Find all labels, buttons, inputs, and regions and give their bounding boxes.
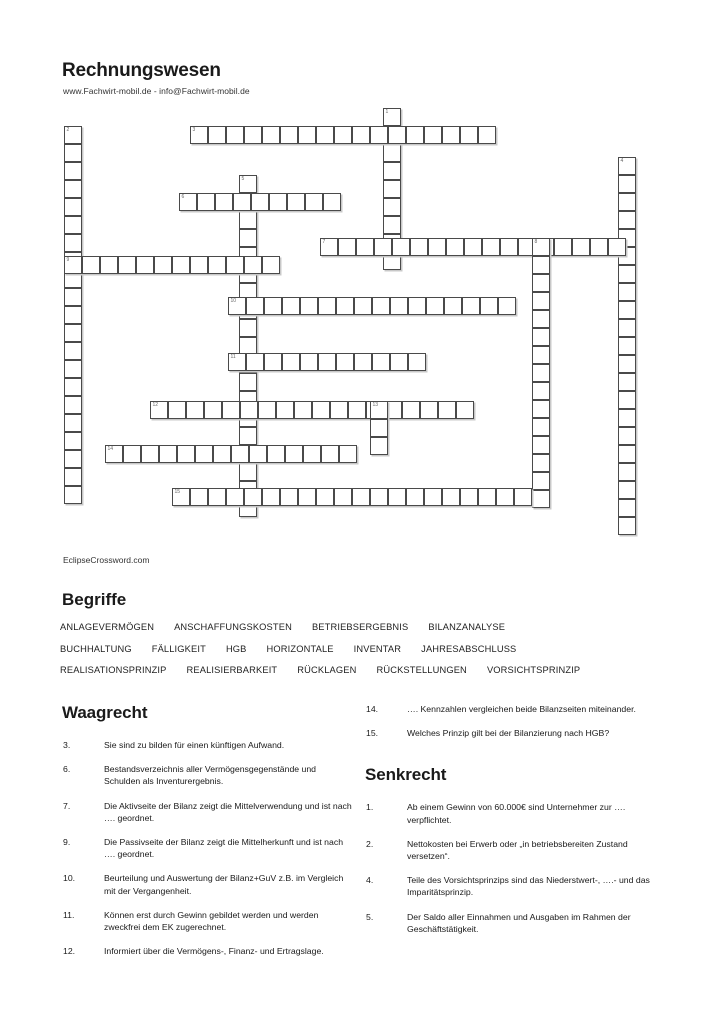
crossword-cell[interactable] (231, 445, 249, 463)
crossword-cell[interactable] (64, 432, 82, 450)
crossword-cell[interactable] (136, 256, 154, 274)
crossword-cell-number: 11 (230, 354, 236, 360)
crossword-cell[interactable] (352, 126, 370, 144)
crossword-cell[interactable] (618, 409, 636, 427)
crossword-cell-number: 15 (174, 489, 181, 495)
crossword-cell[interactable] (532, 292, 550, 310)
begriffe-term: REALISATIONSPRINZIP (60, 665, 167, 675)
crossword-cell[interactable] (618, 319, 636, 337)
crossword-cell[interactable] (208, 256, 226, 274)
crossword-cell[interactable] (64, 378, 82, 396)
begriffe-term: VORSICHTSPRINZIP (486, 665, 581, 675)
down-clue-text: Nettokosten bei Erwerb oder „in betriebsbereiten Zustand versetzen“. (407, 838, 628, 862)
begriffe-term: RÜCKSTELLUNGEN (376, 665, 467, 675)
clues-column-left (62, 703, 352, 969)
crossword-cell[interactable] (239, 229, 257, 247)
begriffe-term: HGB (225, 643, 247, 654)
crossword-cell[interactable] (244, 126, 262, 144)
across-clue-number: 10. (63, 873, 76, 884)
crossword-cell[interactable] (239, 373, 257, 391)
crossword-cell[interactable] (150, 401, 168, 419)
across-clue (62, 800, 352, 824)
crossword-cell[interactable] (334, 488, 352, 506)
crossword-cell[interactable] (532, 418, 550, 436)
crossword-cell[interactable] (222, 401, 240, 419)
crossword-cell[interactable] (267, 445, 285, 463)
crossword-cell[interactable] (460, 488, 478, 506)
crossword-cell-number: 10 (230, 298, 237, 304)
crossword-cell-number: 9 (66, 257, 70, 263)
down-clue-number: 5. (366, 911, 374, 922)
crossword-cell[interactable] (318, 297, 336, 315)
crossword-cell[interactable] (64, 288, 82, 306)
crossword-cell[interactable] (498, 297, 516, 315)
crossword-cell[interactable] (554, 238, 572, 256)
crossword-cell[interactable] (374, 238, 392, 256)
crossword-cell[interactable] (392, 238, 410, 256)
across-clue-text: Können erst durch Gewinn gebildet werden und werden zweckfrei dem EK zugerechnet. (104, 909, 319, 933)
crossword-cell-number: 4 (620, 158, 624, 164)
crossword-cell[interactable] (239, 427, 257, 445)
crossword-cell[interactable] (82, 256, 100, 274)
crossword-cell[interactable] (190, 126, 208, 144)
crossword-cell[interactable] (460, 126, 478, 144)
crossword-cell[interactable] (195, 445, 213, 463)
crossword-cell[interactable] (64, 216, 82, 234)
down-clue-number: 2. (366, 838, 374, 849)
crossword-cell[interactable] (64, 486, 82, 504)
crossword-cell[interactable] (618, 193, 636, 211)
across-clue (62, 836, 352, 860)
crossword-cell[interactable] (300, 297, 318, 315)
across-clue-number: 12. (63, 946, 76, 957)
crossword-cell[interactable] (64, 342, 82, 360)
begriffe-term: ANSCHAFFUNGSKOSTEN (174, 622, 292, 632)
across-clue-number: 9. (63, 837, 71, 848)
crossword-cell[interactable] (408, 353, 426, 371)
begriffe-term: BETRIEBSERGEBNIS (311, 622, 409, 632)
crossword-cell[interactable] (618, 157, 636, 175)
crossword-cell-number: 12 (152, 402, 159, 408)
across-clue-text: Informiert über die Vermögens-, Finanz- und Ertragslage. (104, 946, 324, 957)
crossword-cell[interactable] (262, 126, 280, 144)
crossword-cell[interactable] (478, 126, 496, 144)
crossword-cell[interactable] (383, 162, 401, 180)
crossword-cell-number: 8 (534, 239, 538, 245)
crossword-cell[interactable] (179, 193, 197, 211)
crossword-cell[interactable] (172, 488, 190, 506)
crossword-cell[interactable] (118, 256, 136, 274)
crossword-cell[interactable] (482, 238, 500, 256)
crossword-cell-number: 1 (385, 109, 389, 115)
crossword-cell-number: 13 (372, 402, 379, 408)
page-subtitle: www.Fachwirt-mobil.de - info@Fachwirt-mobil.de (63, 86, 250, 96)
crossword-cell[interactable] (500, 238, 518, 256)
across-clue (365, 703, 655, 715)
crossword-cell[interactable] (316, 126, 334, 144)
crossword-cell-number: 2 (66, 127, 70, 133)
crossword-credit: EclipseCrossword.com (63, 555, 150, 565)
crossword-cell-number: 5 (241, 176, 245, 182)
crossword-cell[interactable] (383, 108, 401, 126)
across-clue-number: 15. (366, 728, 379, 739)
begriffe-term: REALISIERBARKEIT (186, 665, 278, 675)
down-clue-text: Teile des Vorsichtsprinzips sind das Niederstwert-, ….- und das Imparitätsprinzip. (407, 875, 650, 898)
crossword-cell[interactable] (370, 126, 388, 144)
crossword-cell[interactable] (618, 445, 636, 463)
crossword-cell[interactable] (618, 481, 636, 499)
crossword-cell[interactable] (64, 180, 82, 198)
crossword-cell[interactable] (388, 126, 406, 144)
down-clue (365, 911, 655, 935)
crossword-cell[interactable] (354, 353, 372, 371)
crossword-cell[interactable] (348, 401, 366, 419)
crossword-cell[interactable] (233, 193, 251, 211)
across-clue-text: Bestandsverzeichnis aller Vermögensgegenstände und Schulden als Inventurergebnis. (104, 764, 317, 787)
begriffe-term: HORIZONTALE (266, 643, 334, 654)
crossword-cell[interactable] (456, 401, 474, 419)
crossword-cell[interactable] (305, 193, 323, 211)
crossword-cell[interactable] (244, 256, 262, 274)
crossword-cell[interactable] (462, 297, 480, 315)
crossword-cell[interactable] (287, 193, 305, 211)
begriffe-term: FÄLLIGKEIT (151, 643, 206, 654)
across-clue-list (62, 739, 352, 957)
crossword-cell[interactable] (215, 193, 233, 211)
crossword-cell[interactable] (226, 256, 244, 274)
crossword-cell[interactable] (246, 297, 264, 315)
crossword-cell[interactable] (532, 454, 550, 472)
crossword-cell[interactable] (298, 488, 316, 506)
crossword-cell[interactable] (390, 297, 408, 315)
crossword-cell[interactable] (618, 337, 636, 355)
down-clue-text: Ab einem Gewinn von 60.000€ sind Unternehmer zur …. verpflichtet. (407, 802, 626, 825)
down-heading: Senkrecht (365, 765, 447, 785)
crossword-cell[interactable] (282, 353, 300, 371)
crossword-cell[interactable] (269, 193, 287, 211)
begriffe-term: INVENTAR (353, 643, 402, 654)
crossword-cell[interactable] (532, 328, 550, 346)
crossword-cell[interactable] (239, 319, 257, 337)
crossword-cell[interactable] (618, 175, 636, 193)
crossword-cell[interactable] (154, 256, 172, 274)
crossword-cell[interactable] (590, 238, 608, 256)
across-clue-number: 14. (366, 704, 379, 714)
crossword-cell[interactable] (532, 274, 550, 292)
crossword-cell[interactable] (64, 360, 82, 378)
begriffe-row (60, 622, 670, 632)
begriffe-term: RÜCKLAGEN (297, 665, 357, 675)
crossword-cell[interactable] (239, 463, 257, 481)
crossword-cell[interactable] (334, 126, 352, 144)
crossword-cell[interactable] (251, 193, 269, 211)
crossword-cell[interactable] (532, 364, 550, 382)
crossword-cell[interactable] (141, 445, 159, 463)
crossword-cell-number: 14 (107, 446, 114, 452)
crossword-cell[interactable] (64, 162, 82, 180)
crossword-cell[interactable] (282, 297, 300, 315)
crossword-cell[interactable] (190, 256, 208, 274)
down-clue (365, 874, 655, 898)
crossword-cell[interactable] (383, 198, 401, 216)
crossword-cell[interactable] (480, 297, 498, 315)
crossword-cell[interactable] (64, 324, 82, 342)
crossword-cell[interactable] (123, 445, 141, 463)
crossword-cell[interactable] (177, 445, 195, 463)
crossword-cell[interactable] (64, 414, 82, 432)
crossword-cell[interactable] (264, 353, 282, 371)
crossword-cell[interactable] (532, 472, 550, 490)
crossword-cell[interactable] (354, 297, 372, 315)
crossword-cell-number: 3 (192, 127, 196, 133)
crossword-cell[interactable] (280, 488, 298, 506)
across-clue (62, 763, 352, 787)
begriffe-term: JAHRESABSCHLUSS (421, 643, 517, 654)
crossword-cell[interactable] (532, 382, 550, 400)
crossword-cell[interactable] (532, 310, 550, 328)
crossword-cell[interactable] (532, 436, 550, 454)
crossword-cell[interactable] (383, 180, 401, 198)
crossword-cell[interactable] (372, 297, 390, 315)
crossword-cell[interactable] (390, 353, 408, 371)
crossword-cell[interactable] (618, 463, 636, 481)
crossword-cell[interactable] (213, 445, 231, 463)
crossword-cell[interactable] (572, 238, 590, 256)
page-title: Rechnungswesen (62, 60, 221, 81)
crossword-cell[interactable] (420, 401, 438, 419)
crossword-cell[interactable] (372, 353, 390, 371)
crossword-cell[interactable] (300, 353, 318, 371)
across-clue (62, 872, 352, 896)
crossword-cell-number: 7 (322, 239, 326, 245)
crossword-cell[interactable] (208, 488, 226, 506)
crossword-cell[interactable] (370, 488, 388, 506)
crossword-cell[interactable] (246, 353, 264, 371)
crossword-cell[interactable] (464, 238, 482, 256)
crossword-cell[interactable] (312, 401, 330, 419)
crossword-cell[interactable] (239, 211, 257, 229)
crossword-cell[interactable] (618, 517, 636, 535)
begriffe-row (60, 644, 670, 654)
crossword-cell[interactable] (197, 193, 215, 211)
down-clue-number: 1. (366, 802, 374, 813)
crossword-cell[interactable] (318, 353, 336, 371)
crossword-cell[interactable] (100, 256, 118, 274)
crossword-cell[interactable] (424, 488, 442, 506)
crossword-cell[interactable] (64, 396, 82, 414)
crossword-cell[interactable] (424, 126, 442, 144)
across-clue-number: 7. (63, 800, 71, 811)
down-clue (365, 838, 655, 862)
begriffe-term: BILANZANALYSE (428, 622, 506, 632)
across-clue (365, 727, 655, 739)
crossword-cell[interactable] (402, 401, 420, 419)
crossword-cell[interactable] (321, 445, 339, 463)
begriffe-term: ANLAGEVERMÖGEN (60, 622, 155, 632)
down-clue (365, 801, 655, 825)
crossword-cell[interactable] (190, 488, 208, 506)
crossword-cell[interactable] (64, 126, 82, 144)
crossword-cell[interactable] (330, 401, 348, 419)
crossword-cell[interactable] (618, 427, 636, 445)
crossword-cell[interactable] (383, 216, 401, 234)
crossword-cell[interactable] (285, 445, 303, 463)
crossword-cell[interactable] (239, 175, 257, 193)
begriffe-word-list (60, 622, 670, 687)
across-clue-text: …. Kennzahlen vergleichen beide Bilanzseiten miteinander. (407, 704, 636, 714)
across-clue-text: Beurteilung und Auswertung der Bilanz+GuV z.B. im Vergleich mit der Vergangenheit. (104, 873, 344, 896)
crossword-cell[interactable] (370, 437, 388, 455)
begriffe-heading: Begriffe (62, 590, 127, 609)
crossword-cell[interactable] (532, 346, 550, 364)
crossword-cell[interactable] (262, 488, 280, 506)
crossword-cell[interactable] (64, 234, 82, 252)
crossword-cell[interactable] (262, 256, 280, 274)
crossword-cell[interactable] (356, 238, 374, 256)
crossword-cell[interactable] (258, 401, 276, 419)
crossword-cell[interactable] (316, 488, 334, 506)
crossword-cell[interactable] (186, 401, 204, 419)
crossword-cell[interactable] (426, 297, 444, 315)
crossword-cell[interactable] (406, 126, 424, 144)
crossword-cell[interactable] (478, 488, 496, 506)
crossword-cell[interactable] (438, 401, 456, 419)
crossword-cell[interactable] (64, 198, 82, 216)
crossword-cell[interactable] (410, 238, 428, 256)
crossword-cell[interactable] (240, 401, 258, 419)
crossword-cell[interactable] (64, 306, 82, 324)
crossword-cell[interactable] (323, 193, 341, 211)
crossword-cell[interactable] (428, 238, 446, 256)
crossword-cell[interactable] (294, 401, 312, 419)
crossword-cell[interactable] (249, 445, 267, 463)
across-clue (62, 739, 352, 751)
crossword-cell[interactable] (444, 297, 462, 315)
across-clue-text: Die Passivseite der Bilanz zeigt die Mittelherkunft und ist nach …. geordnet. (104, 837, 344, 860)
crossword-cell[interactable] (280, 126, 298, 144)
across-heading: Waagrecht (62, 703, 148, 722)
crossword-cell[interactable] (408, 297, 426, 315)
crossword-cell[interactable] (618, 211, 636, 229)
crossword-cell[interactable] (442, 488, 460, 506)
clues-column-right (365, 703, 655, 947)
crossword-cell[interactable] (618, 265, 636, 283)
down-clue-number: 4. (366, 875, 374, 886)
crossword-cell[interactable] (532, 256, 550, 274)
crossword-cell[interactable] (514, 488, 532, 506)
crossword-cell[interactable] (618, 283, 636, 301)
crossword-cell[interactable] (352, 488, 370, 506)
crossword-cell[interactable] (226, 488, 244, 506)
crossword-cell[interactable] (64, 144, 82, 162)
across-clue-text: Die Aktivseite der Bilanz zeigt die Mittelverwendung und ist nach …. geordnet. (104, 800, 352, 823)
crossword-cell[interactable] (244, 488, 262, 506)
crossword-cell[interactable] (406, 488, 424, 506)
crossword-cell[interactable] (264, 297, 282, 315)
crossword-cell[interactable] (338, 238, 356, 256)
crossword-cell[interactable] (532, 490, 550, 508)
crossword-cell[interactable] (339, 445, 357, 463)
crossword-cell[interactable] (370, 419, 388, 437)
crossword-cell[interactable] (336, 353, 354, 371)
crossword-cell[interactable] (226, 126, 244, 144)
crossword-cell[interactable] (618, 391, 636, 409)
crossword-cell[interactable] (442, 126, 460, 144)
crossword-cell[interactable] (228, 353, 246, 371)
crossword-cell[interactable] (336, 297, 354, 315)
crossword-cell[interactable] (388, 488, 406, 506)
crossword-cell[interactable] (532, 400, 550, 418)
across-clue-text: Sie sind zu bilden für einen künftigen Aufwand. (104, 740, 285, 750)
crossword-cell[interactable] (204, 401, 222, 419)
across-clue-number: 11. (63, 909, 75, 920)
crossword-cell[interactable] (208, 126, 226, 144)
crossword-cell[interactable] (496, 488, 514, 506)
down-clue-text: Der Saldo aller Einnahmen und Ausgaben im Rahmen der Geschäftstätigkeit. (407, 911, 631, 934)
across-clue (62, 945, 352, 957)
crossword-cell[interactable] (446, 238, 464, 256)
crossword-cell[interactable] (159, 445, 177, 463)
across-clue-number: 6. (63, 764, 71, 775)
crossword-cell[interactable] (105, 445, 123, 463)
crossword-cell[interactable] (64, 256, 82, 274)
crossword-cell[interactable] (608, 238, 626, 256)
crossword-cell[interactable] (172, 256, 190, 274)
crossword-cell-number: 6 (181, 194, 185, 200)
crossword-cell[interactable] (64, 468, 82, 486)
crossword-cell[interactable] (64, 450, 82, 468)
crossword-cell[interactable] (370, 401, 388, 419)
crossword-cell[interactable] (320, 238, 338, 256)
across-clue-list-continued (365, 703, 655, 739)
crossword-cell[interactable] (618, 355, 636, 373)
begriffe-term: BUCHHALTUNG (60, 643, 132, 654)
down-clue-list (365, 801, 655, 935)
crossword-cell[interactable] (303, 445, 321, 463)
crossword-cell[interactable] (298, 126, 316, 144)
crossword-cell[interactable] (228, 297, 246, 315)
crossword-cell[interactable] (618, 373, 636, 391)
crossword-cell[interactable] (618, 499, 636, 517)
begriffe-row (60, 665, 670, 675)
crossword-cell[interactable] (168, 401, 186, 419)
crossword-cell[interactable] (276, 401, 294, 419)
across-clue-number: 3. (63, 740, 71, 750)
crossword-cell[interactable] (383, 144, 401, 162)
crossword-cell[interactable] (618, 301, 636, 319)
across-clue (62, 909, 352, 933)
crossword-cell[interactable] (532, 238, 550, 256)
across-clue-text: Welches Prinzip gilt bei der Bilanzierung nach HGB? (407, 728, 610, 739)
